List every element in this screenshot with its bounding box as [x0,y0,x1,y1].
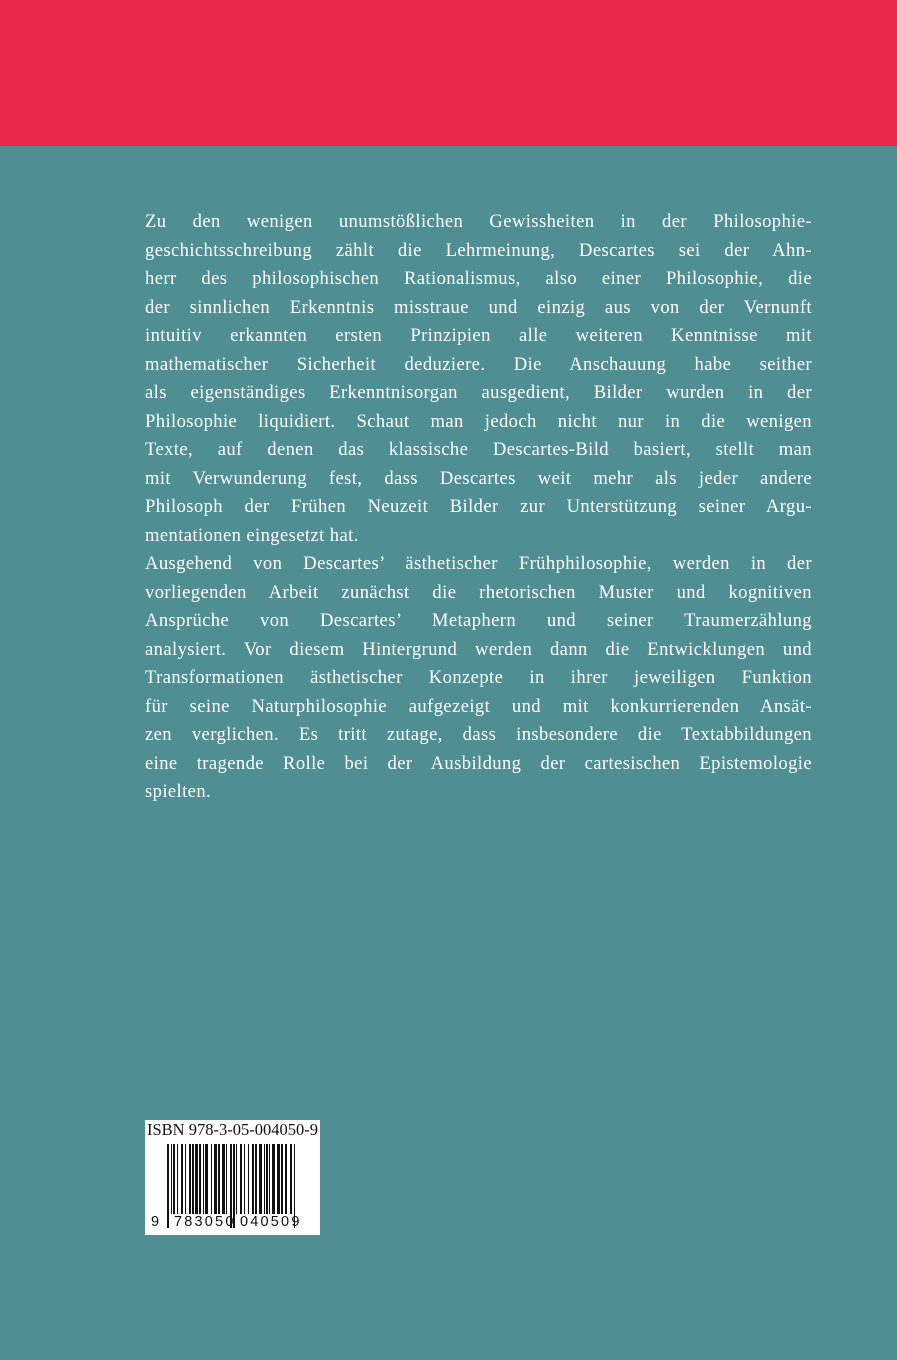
blurb-line: als eigenständiges Erkenntnisorgan ausgedient, Bilder wurden in der [145,382,812,403]
barcode-bar [218,1144,220,1214]
barcode-bar [199,1144,201,1214]
barcode-bar [181,1144,183,1214]
barcode-bar [252,1144,254,1214]
blurb-line: Ausgehend von Descartes’ ästhetischer Frühphilosophie, werden in der [145,553,812,574]
barcode-bar [185,1144,186,1214]
isbn-barcode-box [145,1120,320,1235]
barcode-bar [285,1144,287,1214]
barcode-bar [167,1144,169,1228]
blurb-line: Ansprüche von Descartes’ Metaphern und seiner Traumerzählung [145,610,812,631]
barcode-bar [240,1144,242,1214]
blurb-line: Philosophie liquidiert. Schaut man jedoch nicht nur in die wenigen [145,410,812,432]
barcode-bar [290,1144,292,1214]
blurb-line: zen verglichen. Es tritt zutage, dass insbesondere die Textabbildungen [145,724,812,745]
blurb-line: analysiert. Vor diesem Hintergrund werden dann die Entwicklungen und [145,638,812,660]
blurb-line: mentationen eingesetzt hat. [145,524,359,546]
blurb-line: intuitiv erkannten ersten Prinzipien alle weiteren Kenntnisse mit [145,325,812,346]
barcode-bar [277,1144,280,1214]
back-cover-blurb [145,208,812,807]
barcode-bar [248,1144,249,1214]
barcode-bar [272,1144,275,1214]
barcode-bar [266,1144,268,1214]
blurb-line: Transformationen ästhetischer Konzepte in ihrer jeweiligen Funktion [145,667,812,688]
barcode-bar [259,1144,262,1214]
barcode-bar [269,1144,270,1214]
top-color-band [0,0,897,146]
blurb-line: mit Verwunderung fest, dass Descartes weit mehr als jeder andere [145,467,812,489]
barcode-bar [189,1144,191,1214]
barcode-bar [205,1144,208,1214]
barcode-bar [214,1144,217,1214]
blurb-line: eine tragende Rolle bei der Ausbildung der cartesischen Epistemologie [145,752,812,774]
barcode-bar [173,1144,175,1214]
isbn-label: ISBN 978-3-05-004050-9 [147,1120,318,1139]
barcode-bar [236,1144,237,1214]
barcode-bar [171,1144,172,1214]
blurb-line: der sinnlichen Erkenntnis misstraue und einzig aus von der Vernunft [145,296,812,318]
blurb-line: Philosoph der Frühen Neuzeit Bilder zur Unterstützung seiner Argu- [145,496,812,517]
barcode-bar [211,1144,212,1214]
barcode-digit-lead: 9 [151,1214,160,1230]
barcode-bar [177,1144,178,1214]
barcode-bar [203,1144,204,1214]
barcode-bar [255,1144,257,1214]
barcode-digits-left: 783050 [174,1214,236,1230]
barcode-bar [222,1144,225,1214]
barcode-digits-right: 040509 [240,1214,302,1230]
blurb-line: geschichtsschreibung zählt die Lehrmeinung, Descartes sei der Ahn- [145,239,812,261]
blurb-line: herr des philosophischen Rationalismus, also einer Philosophie, die [145,268,812,289]
barcode-bar [244,1144,245,1214]
barcode-bar [264,1144,265,1214]
barcode-bar [192,1144,194,1214]
blurb-line: Texte, auf denen das klassische Descartes-Bild basiert, stellt man [145,439,812,460]
blurb-line: Zu den wenigen unumstößlichen Gewissheiten in der Philosophie- [145,211,812,232]
blurb-line: für seine Naturphilosophie aufgezeigt und mit konkurrierenden Ansät- [145,695,812,717]
barcode-bar [226,1144,227,1214]
barcode-bar [281,1144,283,1214]
blurb-line: spielten. [145,781,212,802]
barcode-bar [195,1144,198,1214]
blurb-line: mathematischer Sicherheit deduziere. Die Anschauung habe seither [145,353,812,375]
blurb-line: vorliegenden Arbeit zunächst die rhetorischen Muster und kognitiven [145,581,812,603]
